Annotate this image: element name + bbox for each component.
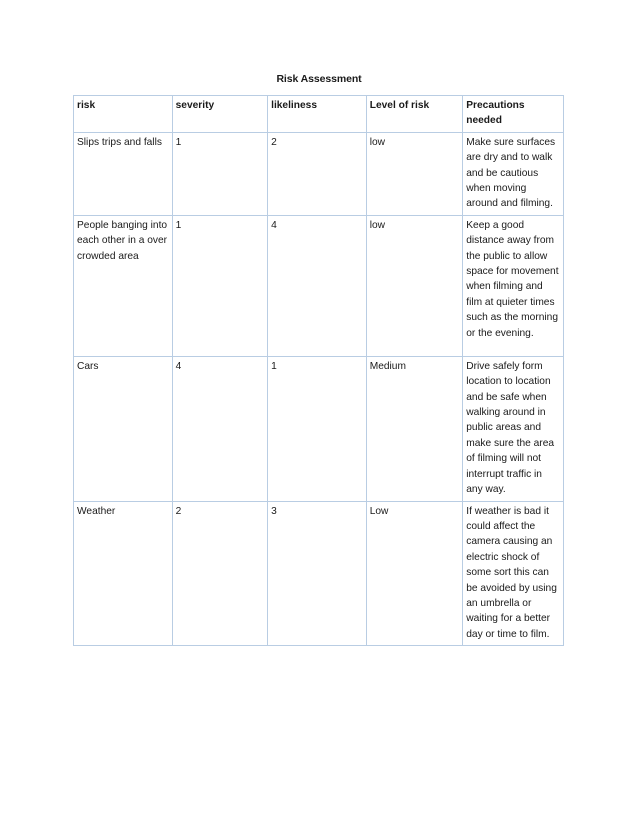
cell-level: low: [366, 132, 463, 215]
table-row: [74, 501, 564, 646]
cell-precautions: Keep a good distance away from the public to allow space for movement when filming and film at quieter times such as the morning or the evening.: [463, 215, 564, 356]
cell-severity: 4: [172, 356, 268, 501]
cell-risk: Slips trips and falls: [74, 132, 173, 215]
cell-precautions: If weather is bad it could affect the camera causing an electric shock of some sort this can be avoided by using an umbrella or waiting for a better day or time to film.: [463, 501, 564, 646]
table-row: [74, 215, 564, 356]
table-row: [74, 356, 564, 501]
cell-risk: Weather: [74, 501, 173, 646]
cell-likeliness: 4: [268, 215, 367, 356]
table-row: [74, 132, 564, 215]
cell-precautions: Make sure surfaces are dry and to walk and be cautious when moving around and filming.: [463, 132, 564, 215]
header-risk: risk: [74, 96, 173, 133]
cell-risk: People banging into each other in a over crowded area: [74, 215, 173, 356]
header-likeliness: likeliness: [268, 96, 367, 133]
risk-assessment-table: [73, 95, 564, 646]
cell-level: low: [366, 215, 463, 356]
header-level-of-risk: Level of risk: [366, 96, 463, 133]
cell-likeliness: 3: [268, 501, 367, 646]
cell-severity: 1: [172, 215, 268, 356]
cell-likeliness: 2: [268, 132, 367, 215]
cell-severity: 2: [172, 501, 268, 646]
document-title: Risk Assessment: [276, 73, 362, 85]
cell-precautions: Drive safely form location to location and be safe when walking around in public areas and make sure the area of filming will not interrupt traffic in any way.: [463, 356, 564, 501]
cell-risk: Cars: [74, 356, 173, 501]
header-precautions: Precautions needed: [463, 96, 564, 133]
header-severity: severity: [172, 96, 268, 133]
table-header-row: [74, 96, 564, 133]
cell-level: Medium: [366, 356, 463, 501]
cell-level: Low: [366, 501, 463, 646]
cell-likeliness: 1: [268, 356, 367, 501]
cell-severity: 1: [172, 132, 268, 215]
